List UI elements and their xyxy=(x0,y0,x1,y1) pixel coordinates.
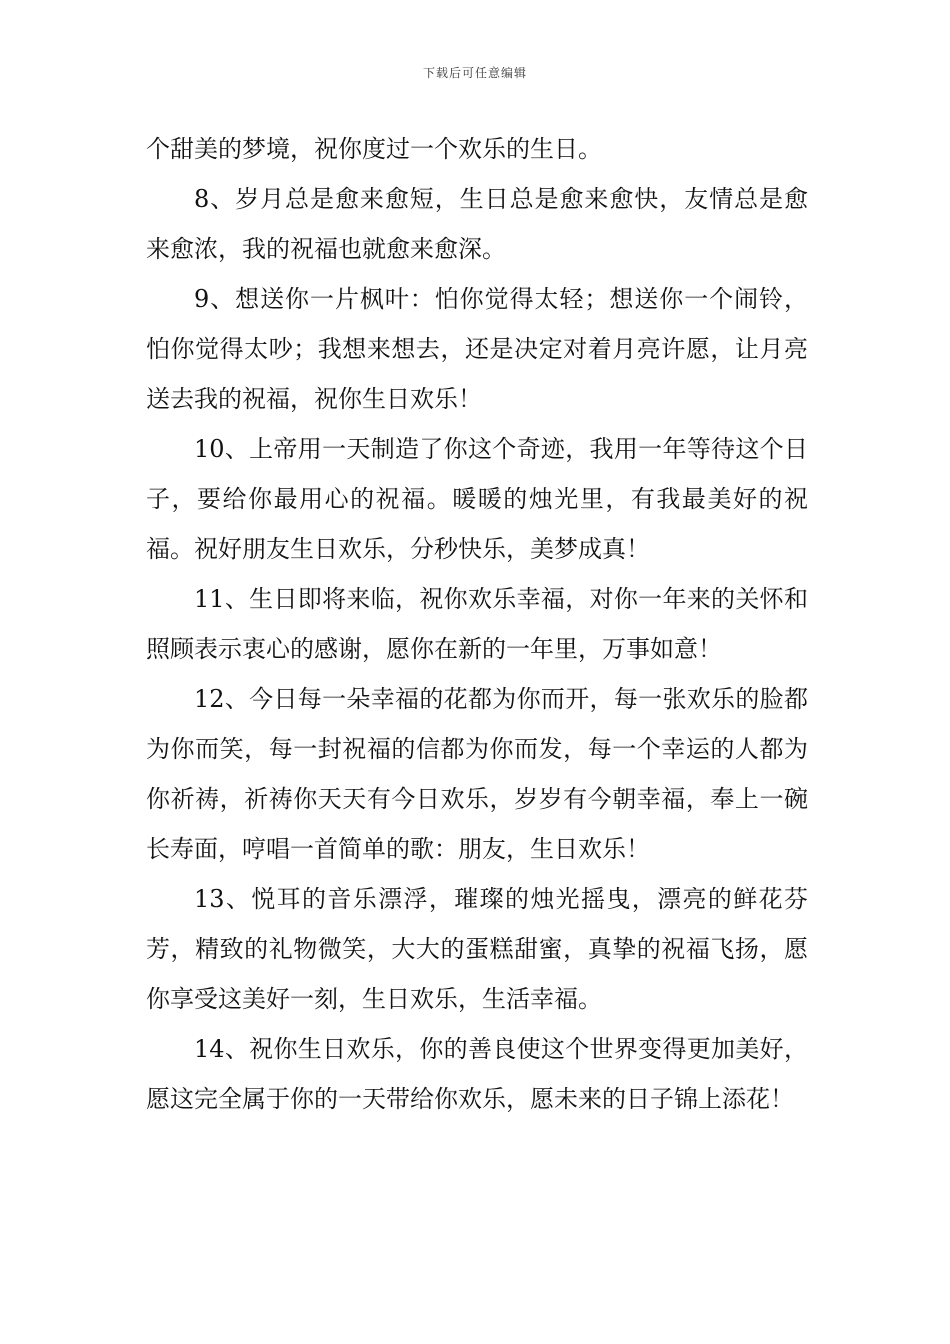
paragraph-wish-9: 9、想送你一片枫叶：怕你觉得太轻；想送你一个闹铃，怕你觉得太吵；我想来想去，还是决定对着月亮许愿，让月亮送去我的祝福，祝你生日欢乐！ xyxy=(146,285,808,413)
document-body xyxy=(146,124,808,1124)
paragraph-continuation: 个甜美的梦境，祝你度过一个欢乐的生日。 xyxy=(146,135,602,163)
paragraph-wish-13: 13、悦耳的音乐漂浮，璀璨的烛光摇曳，漂亮的鲜花芬芳，精致的礼物微笑，大大的蛋糕甜蜜，真挚的祝福飞扬，愿你享受这美好一刻，生日欢乐，生活幸福。 xyxy=(146,885,808,1013)
page-header-note: 下载后可任意编辑 xyxy=(422,66,527,80)
paragraph-wish-14: 14、祝你生日欢乐，你的善良使这个世界变得更加美好，愿这完全属于你的一天带给你欢乐，愿未来的日子锦上添花！ xyxy=(146,1035,808,1113)
paragraph-wish-12: 12、今日每一朵幸福的花都为你而开，每一张欢乐的脸都为你而笑，每一封祝福的信都为你而发，每一个幸运的人都为你祈祷，祈祷你天天有今日欢乐，岁岁有今朝幸福，奉上一碗长寿面，哼唱一首简单的歌：朋友，生日欢乐！ xyxy=(146,685,808,863)
paragraph-wish-10: 10、上帝用一天制造了你这个奇迹，我用一年等待这个日子，要给你最用心的祝福。暖暖的烛光里，有我最美好的祝福。祝好朋友生日欢乐，分秒快乐，美梦成真！ xyxy=(146,435,808,563)
paragraph-wish-11: 11、生日即将来临，祝你欢乐幸福，对你一年来的关怀和照顾表示衷心的感谢，愿你在新的一年里，万事如意！ xyxy=(146,585,808,663)
paragraph-wish-8: 8、岁月总是愈来愈短，生日总是愈来愈快，友情总是愈来愈浓，我的祝福也就愈来愈深。 xyxy=(146,185,808,263)
